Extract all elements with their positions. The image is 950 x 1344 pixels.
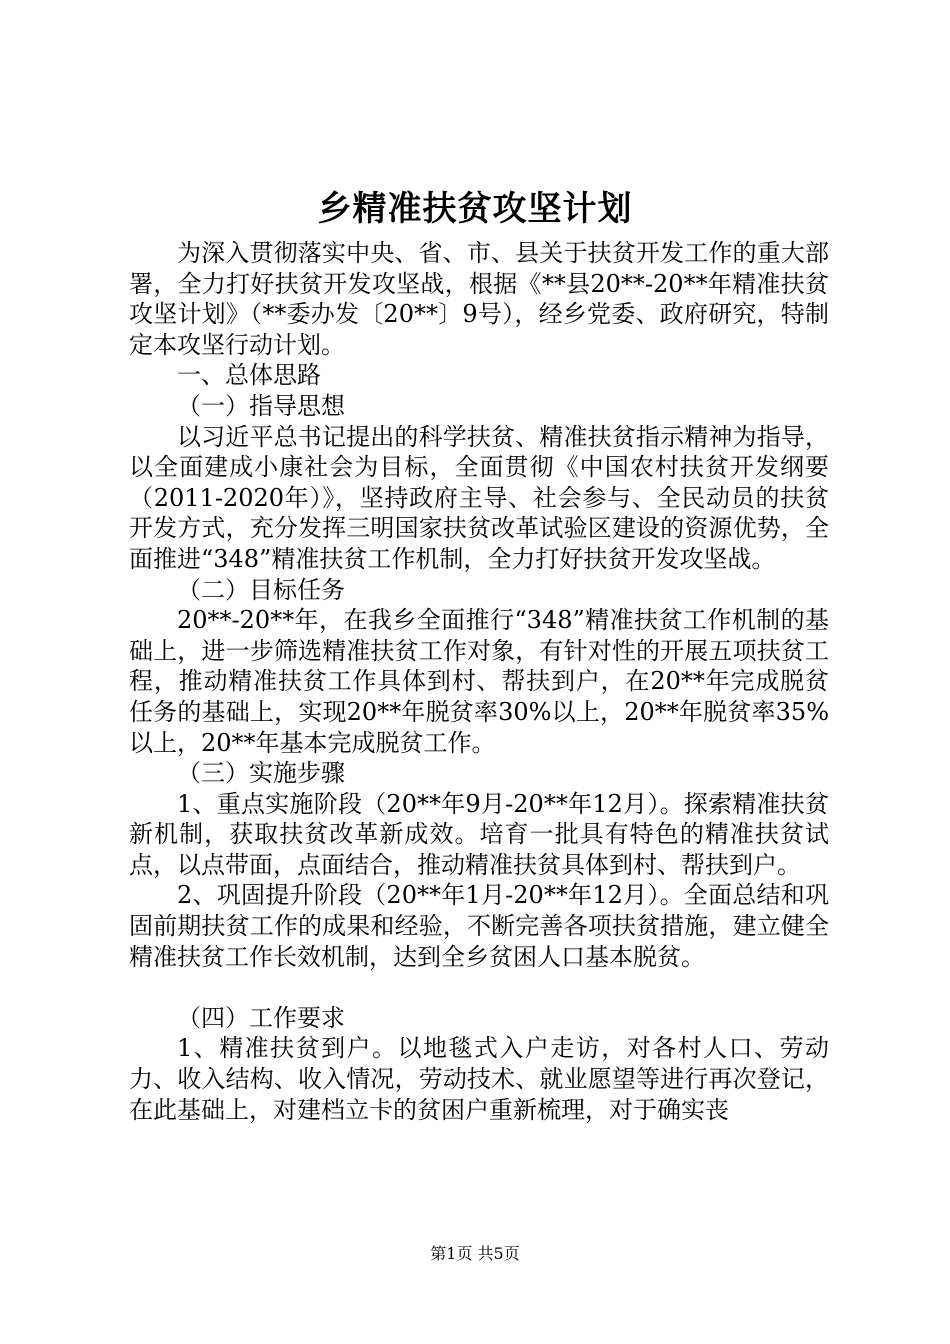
subsection-heading-steps: （三）实施步骤 bbox=[177, 759, 345, 788]
step-two-paragraph: 2、巩固提升阶段（20**年1月-20**年12月）。全面总结和巩固前期扶贫工作的成果和经验，不断完善各项扶贫措施，建立健全精准扶贫工作长效机制，达到全乡贫困人口基本脱贫。 bbox=[129, 881, 829, 971]
guiding-ideology-paragraph: 以习近平总书记提出的科学扶贫、精准扶贫指示精神为指导，以全面建成小康社会为目标，全面贯彻《中国农村扶贫开发纲要（2011-2020年）》，坚持政府主导、社会参与、全民动员的扶贫开发方式，充分发挥三明国家扶贫改革试验区建设的资源优势，全面推进“348”精准扶贫工作机制，全力打好扶贫开发攻坚战。 bbox=[129, 422, 829, 573]
section-heading-overall: 一、总体思路 bbox=[177, 361, 321, 390]
page-footer: 第1页 共5页 bbox=[430, 1244, 520, 1263]
subsection-heading-targets: （二）目标任务 bbox=[177, 575, 345, 604]
document-title: 乡精准扶贫攻坚计划 bbox=[317, 189, 633, 229]
subsection-heading-guiding-ideology: （一）指导思想 bbox=[177, 391, 345, 420]
requirement-one-paragraph: 1、精准扶贫到户。以地毯式入户走访，对各村人口、劳动力、收入结构、收入情况，劳动技术、就业愿望等进行再次登记，在此基础上，对建档立卡的贫困户重新梳理，对于确实丧 bbox=[129, 1034, 829, 1124]
blank-line bbox=[129, 972, 829, 1003]
subsection-heading-requirements: （四）工作要求 bbox=[177, 1003, 345, 1032]
targets-paragraph: 20**-20**年，在我乡全面推行“348”精准扶贫工作机制的基础上，进一步筛选精准扶贫工作对象，有针对性的开展五项扶贫工程，推动精准扶贫工作具体到村、帮扶到户，在20**年完成脱贫任务的基础上，实现20**年脱贫率30%以上，20**年脱贫率35%以上，20**年基本完成脱贫工作。 bbox=[129, 606, 829, 757]
step-one-paragraph: 1、重点实施阶段（20**年9月-20**年12月）。探索精准扶贫新机制，获取扶贫改革新成效。培育一批具有特色的精准扶贫试点，以点带面，点面结合，推动精准扶贫具体到村、帮扶到户。 bbox=[129, 789, 829, 879]
intro-paragraph: 为深入贯彻落实中央、省、市、县关于扶贫开发工作的重大部署，全力打好扶贫开发攻坚战，根据《**县20**-20**年精准扶贫攻坚计划》（**委办发〔20**〕9号），经乡党委、政府研究，特制定本攻坚行动计划。 bbox=[129, 239, 829, 359]
document-body bbox=[129, 238, 829, 1125]
